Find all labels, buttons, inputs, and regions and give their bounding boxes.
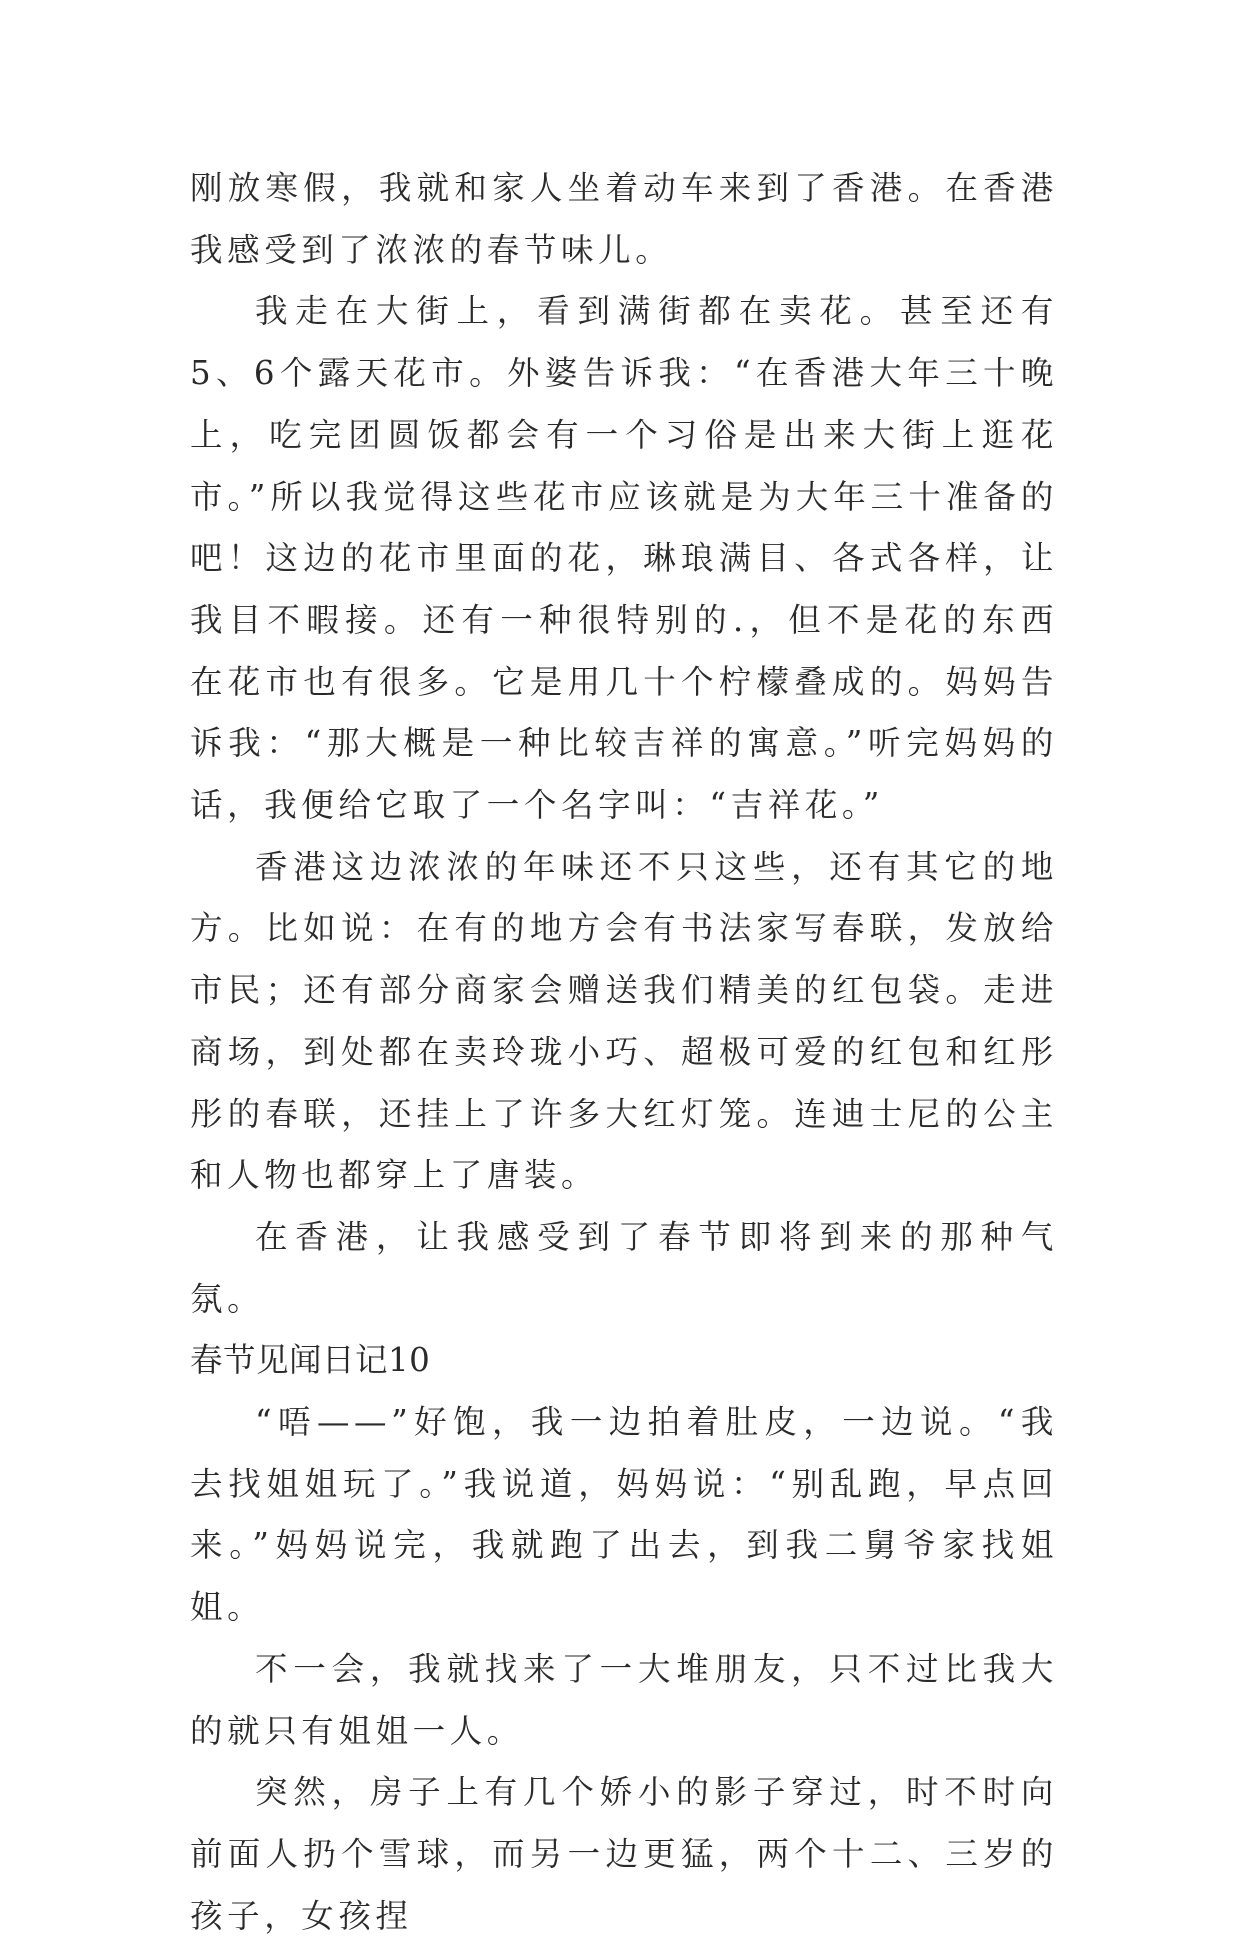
paragraph: 不一会，我就找来了一大堆朋友，只不过比我大的就只有姐姐一人。 bbox=[190, 1649, 1058, 1750]
paragraph: 香港这边浓浓的年味还不只这些，还有其它的地方。比如说：在有的地方会有书法家写春联，发放给市民；还有部分商家会赠送我们精美的红包袋。走进商场，到处都在卖玲珑小巧、超极可爱的红包和红彤彤的春联，还挂上了许多大红灯笼。连迪士尼的公主和人物也都穿上了唐装。 bbox=[190, 847, 1058, 1195]
section-heading: 春节见闻日记10 bbox=[190, 1341, 431, 1380]
paragraph: 在香港，让我感受到了春节即将到来的那种气氛。 bbox=[190, 1217, 1058, 1318]
paragraph: “唔——”好饱，我一边拍着肚皮，一边说。“我去找姐姐玩了。”我说道，妈妈说：“别乱跑，早点回来。”妈妈说完，我就跑了出去，到我二舅爷家找姐姐。 bbox=[190, 1403, 1058, 1627]
paragraph: 刚放寒假，我就和家人坐着动车来到了香港。在香港我感受到了浓浓的春节味儿。 bbox=[190, 169, 1058, 269]
paragraph: 突然，房子上有几个娇小的影子穿过，时不时向前面人扔个雪球，而另一边更猛，两个十二、三岁的孩子，女孩捏 bbox=[190, 1773, 1058, 1935]
document-body bbox=[190, 158, 1058, 1947]
paragraph: 我走在大街上，看到满街都在卖花。甚至还有5、6个露天花市。外婆告诉我：“在香港大年三十晚上，吃完团圆饭都会有一个习俗是出来大街上逛花市。”所以我觉得这些花市应该就是为大年三十准备的吧！这边的花市里面的花，琳琅满目、各式各样，让我目不暇接。还有一种很特别的.，但不是花的东西在花市也有很多。它是用几十个柠檬叠成的。妈妈告诉我：“那大概是一种比较吉祥的寓意。”听完妈妈的话，我便给它取了一个名字叫：“吉祥花。” bbox=[190, 292, 1058, 825]
